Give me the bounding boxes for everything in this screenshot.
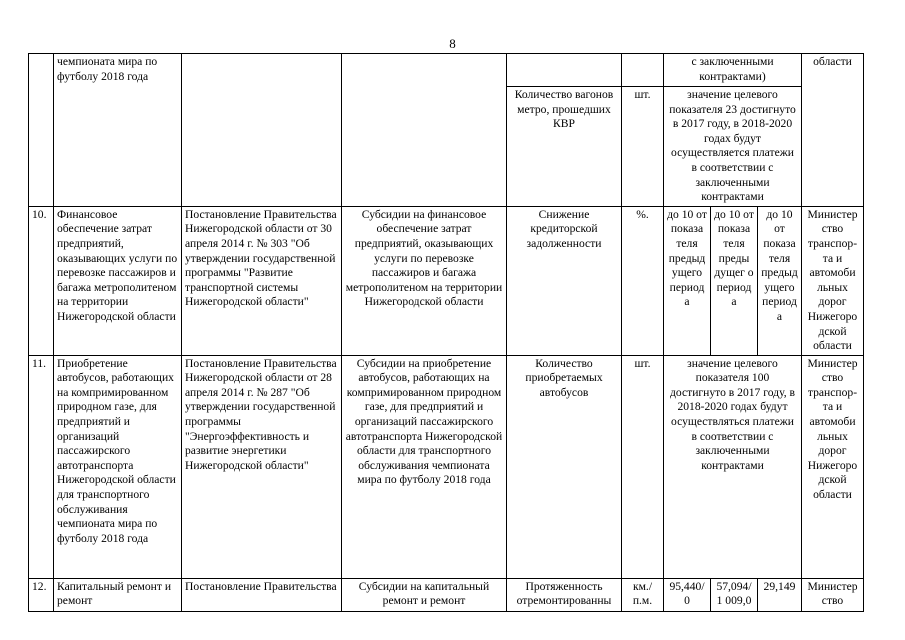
cell-executor: области (802, 54, 864, 207)
cell-value-2018: 95,440/ 0 (664, 578, 711, 611)
table-row (29, 206, 864, 355)
cell-subsidy (342, 54, 507, 207)
cell-unit: шт. (622, 87, 664, 207)
cell-value-note: значение целевого показателя 100 достигнуто в 2017 году, в 2018-2020 годах будут осуществляться платежи в соответствии с заключенными контрактами (664, 355, 802, 578)
page-number: 8 (449, 36, 456, 51)
cell-num: 10. (29, 206, 54, 355)
cell-basis: Постановление Правительства Нижегородской области от 30 апреля 2014 г. № 303 "Об утверждении государственной программы "Развитие транспортной системы Нижегородской области" (182, 206, 342, 355)
cell-basis (182, 54, 342, 207)
cell-basis: Постановление Правительства Нижегородской области от 28 апреля 2014 г. № 287 "Об утверждении государственной программы "Энергоэффективность и развитие энергетики Нижегородской области" (182, 355, 342, 578)
cell-subsidy: Субсидии на приобретение автобусов, работающих на компримированном природном газе, для предприятий и организаций пассажирского автотранспорта Нижегородской области для транспортного обслуживания чемпионата мира по футболу 2018 года (342, 355, 507, 578)
cell-value-note: с заключенными контрактами) (664, 54, 802, 87)
cell-executor: Министер ство транспор- та и автомоби льных дорог Нижегоро дской области (802, 206, 864, 355)
table-row (29, 578, 864, 611)
cell-indicator: Протяженность отремонтированны (507, 578, 622, 611)
table-row (29, 54, 864, 87)
cell-value-2019: до 10 от показа теля преды дущег о период а (711, 206, 758, 355)
cell-num: 11. (29, 355, 54, 578)
cell-unit: км./ п.м. (622, 578, 664, 611)
cell-unit: шт. (622, 355, 664, 578)
cell-indicator: Количество приобретаемых автобусов (507, 355, 622, 578)
cell-value-2020: до 10 от показа теля предыд ущего период а (758, 206, 802, 355)
cell-indicator (507, 54, 622, 87)
cell-subsidy: Субсидии на капитальный ремонт и ремонт (342, 578, 507, 611)
cell-value-2019: 57,094/ 1 009,0 (711, 578, 758, 611)
table-row (29, 355, 864, 578)
cell-subsidy: Субсидии на финансовое обеспечение затрат предприятий, оказывающих услуги по перевозке пассажиров и багажа метрополитеном на территории Нижегородской области (342, 206, 507, 355)
cell-executor: Министер ство транспор- та и автомоби льных дорог Нижегоро дской области (802, 355, 864, 578)
cell-measure-name: чемпионата мира по футболу 2018 года (54, 54, 182, 207)
cell-num (29, 54, 54, 207)
cell-value-2020: 29,149 (758, 578, 802, 611)
cell-measure-name: Капитальный ремонт и ремонт (54, 578, 182, 611)
cell-num: 12. (29, 578, 54, 611)
cell-basis: Постановление Правительства (182, 578, 342, 611)
cell-measure-name: Приобретение автобусов, работающих на компримированном природном газе, для предприятий и организаций пассажирского автотранспорта Нижегородской области для транспортного обслуживания чемпионата мира по футболу 2018 года (54, 355, 182, 578)
cell-value-note: значение целевого показателя 23 достигнуто в 2017 году, в 2018-2020 годах будут осуществляется платежи в соответствии с заключенными контрактами (664, 87, 802, 207)
cell-indicator: Количество вагонов метро, прошедших КВР (507, 87, 622, 207)
cell-value-2018: до 10 от показа теля предыд ущего период а (664, 206, 711, 355)
cell-measure-name: Финансовое обеспечение затрат предприятий, оказывающих услуги по перевозке пассажиров и багажа метрополитеном на территории Нижегородской области (54, 206, 182, 355)
cell-executor: Министер ство (802, 578, 864, 611)
cell-unit (622, 54, 664, 87)
subsidy-table (28, 53, 864, 612)
cell-indicator: Снижение кредиторской задолженности (507, 206, 622, 355)
cell-unit: %. (622, 206, 664, 355)
